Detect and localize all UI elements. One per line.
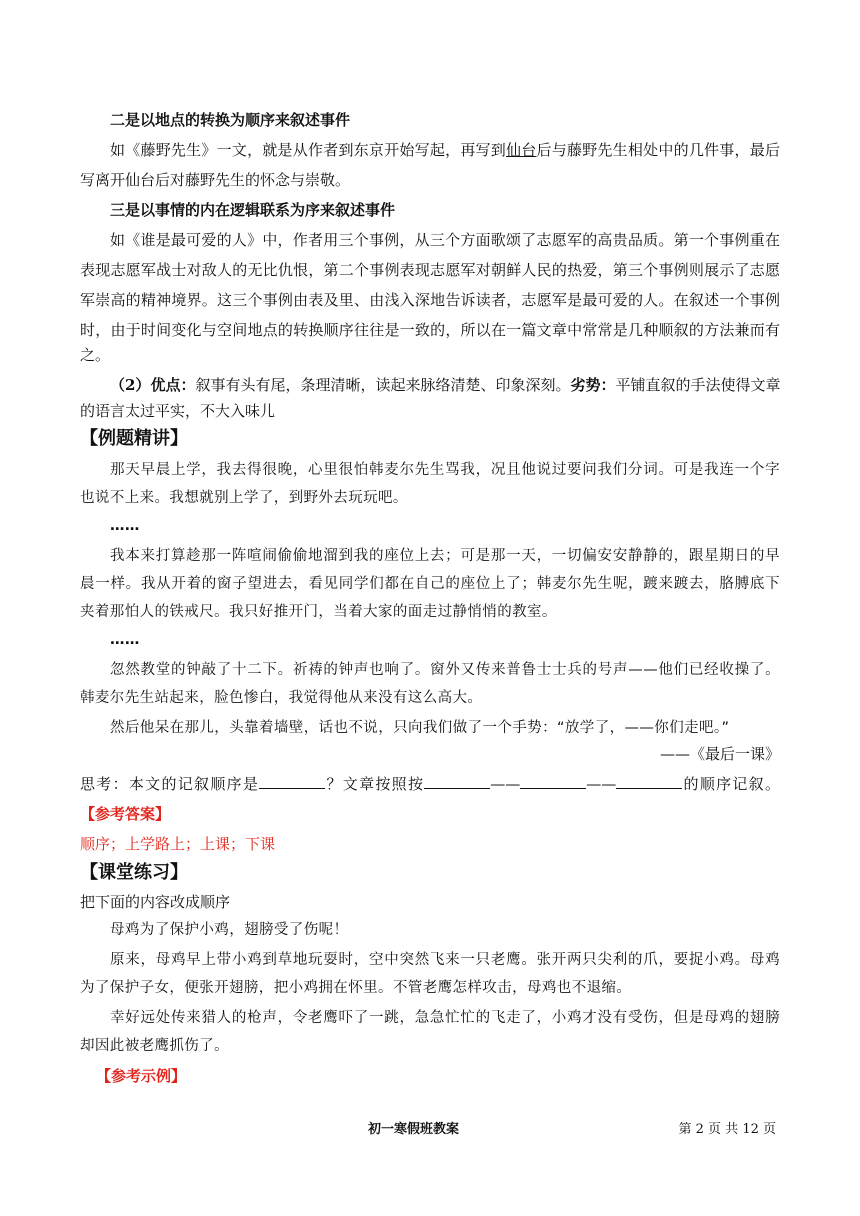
answer-blank-2[interactable] [424, 774, 490, 789]
ellipsis: …… [110, 632, 140, 648]
practice-para3-line: 幸好远处传来猎人的枪声，令老鹰吓了一跳，急急忙忙的飞走了，小鸡才没有受伤，但是母鸡的翅膀 [110, 1010, 780, 1026]
example-para3-line: 忽然教堂的钟敲了十二下。祈祷的钟声也响了。窗外又传来普鲁士士兵的号声——他们已经收操了。 [110, 662, 780, 678]
example-para1-line: 也说不上来。我想就别上学了，到野外去玩玩吧。 [80, 490, 408, 506]
pros-text: 叙事有头有尾，条理清晰，读起来脉络清楚、印象深刻。 [195, 376, 571, 394]
cons-text: 平铺直叙的手法使得文章 [615, 376, 781, 394]
example-para4: 然后他呆在那儿，头靠着墙壁，话也不说，只向我们做了一个手势：“放学了，——你们走吧。” [110, 720, 730, 736]
method2-line1 [110, 138, 780, 162]
dash: —— [586, 775, 617, 793]
example-heading: 【例题精讲】 [80, 428, 188, 449]
question-text-c: 的顺序记叙。 [682, 775, 780, 793]
answer-blank-3[interactable] [520, 774, 586, 789]
cons-label: 劣势： [570, 376, 616, 394]
practice-para2-line: 原来，母鸡早上带小鸡到草地玩耍时，空中突然飞来一只老鹰。张开两只尖利的爪，要捉小鸡。母鸡 [110, 952, 780, 968]
sendai-link[interactable]: 仙台 [506, 141, 537, 159]
answer-blank-1[interactable] [259, 774, 325, 789]
question-line [80, 772, 780, 796]
practice-line1: 母鸡为了保护小鸡，翅膀受了伤呢！ [110, 922, 349, 938]
example-para2-line: 夹着那怕人的铁戒尺。我只好推开门，当着大家的面走过静悄悄的教室。 [80, 604, 557, 620]
method2-text-b: 后与藤野先生相处中的几件事，最后 [536, 141, 780, 159]
method2-line2: 写离开仙台后对藤野先生的怀念与崇敬。 [80, 171, 351, 189]
practice-para2-line: 为了保护子女，便张开翅膀，把小鸡拥在怀里。不管老鹰怎样攻击，母鸡也不退缩。 [80, 980, 632, 996]
practice-instruction: 把下面的内容改成顺序 [80, 893, 231, 911]
practice-heading: 【课堂练习】 [80, 862, 188, 883]
footer-title: 初一寒假班教案 [368, 1122, 460, 1137]
page-number: 第 2 页 共 12 页 [678, 1122, 776, 1137]
question-text-a: 思考：本文的记叙顺序是 [80, 775, 260, 793]
method2-heading: 二是以地点的转换为顺序来叙述事件 [110, 111, 351, 129]
method3-line: 时，由于时间变化与空间地点的转换顺序往往是一致的，所以在一篇文章中常常是几种顺叙的方法兼而有 [80, 321, 780, 339]
example-para3-line: 韩麦尔先生站起来，脸色惨白，我觉得他从来没有这么高大。 [80, 690, 483, 706]
example-para1-line: 那天早晨上学，我去得很晚，心里很怕韩麦尔先生骂我，况且他说过要问我们分词。可是我连一个字 [110, 462, 780, 478]
pros-label: 优点： [150, 376, 196, 394]
pros-cons-line1 [110, 373, 780, 397]
dash: —— [490, 775, 521, 793]
example-source: ——《最后一课》 [659, 745, 780, 763]
answer-blank-4[interactable] [616, 774, 682, 789]
pros-cons-number: （2） [110, 376, 151, 394]
example-para2-line: 晨一样。我从开着的窗子望进去，看见同学们都在自己的座位上了；韩麦尔先生呢，踱来踱去，胳膊底下 [80, 576, 780, 592]
answer-label: 【参考答案】 [80, 805, 171, 823]
method2-text-a: 如《藤野先生》一文，就是从作者到东京开始写起，再写到 [110, 141, 507, 159]
method3-line: 之。 [80, 346, 111, 364]
answer-text: 顺序；上学路上；上课；下课 [80, 835, 276, 853]
practice-para3-line: 却因此被老鹰抓伤了。 [80, 1038, 229, 1054]
method3-heading: 三是以事情的内在逻辑联系为序来叙述事件 [110, 201, 396, 219]
sample-label: 【参考示例】 [96, 1067, 187, 1085]
method3-line: 如《谁是最可爱的人》中，作者用三个事例，从三个方面歌颂了志愿军的高贵品质。第一个事例重在 [110, 231, 780, 249]
method3-line: 军崇高的精神境界。这三个事例由表及里、由浅入深地告诉读者，志愿军是最可爱的人。在叙述一个事例 [80, 291, 780, 309]
pros-cons-line2: 的语言太过平实，不大入味儿 [80, 402, 276, 420]
method3-line: 表现志愿军战士对敌人的无比仇恨，第二个事例表现志愿军对朝鲜人民的热爱，第三个事例则展示了志愿 [80, 261, 780, 279]
example-para2-line: 我本来打算趁那一阵喧闹偷偷地溜到我的座位上去；可是那一天，一切偏安安静静的，跟星期日的早 [110, 548, 780, 564]
ellipsis: …… [110, 518, 140, 534]
question-text-b: ？文章按照按 [325, 775, 425, 793]
